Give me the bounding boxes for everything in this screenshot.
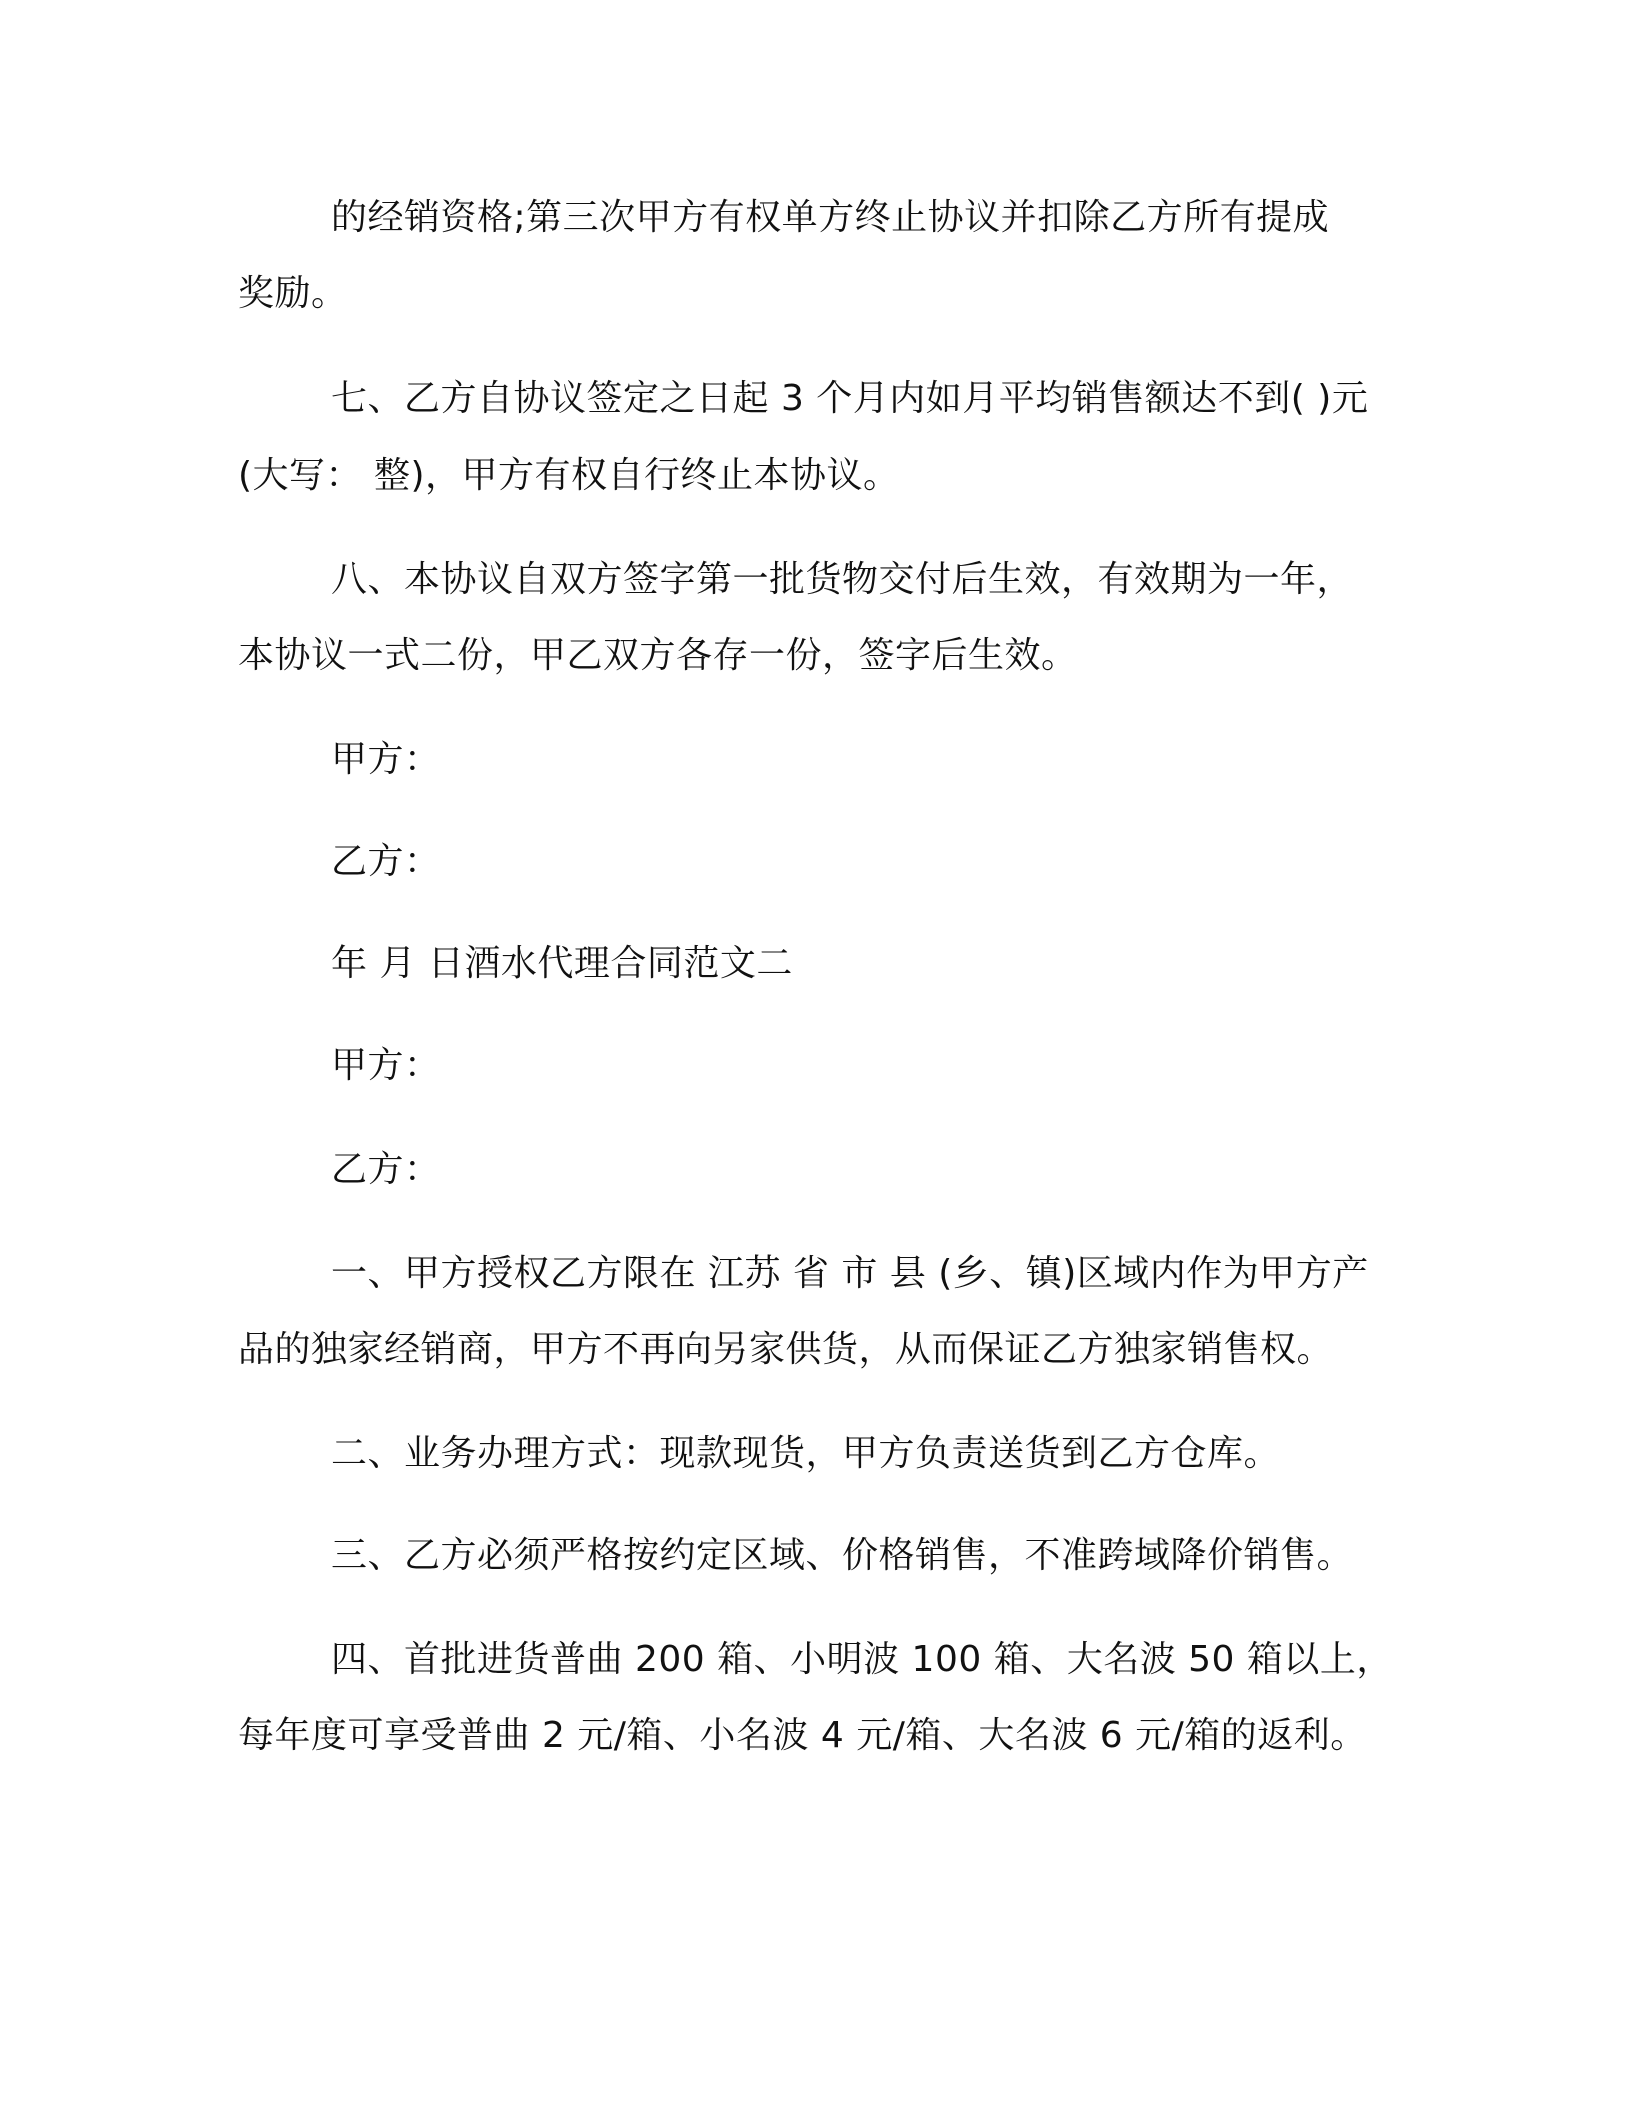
clause-7-line-2: (大写： 整)，甲方有权自行终止本协议。 xyxy=(238,455,900,496)
clause-8-line-1: 八、本协议自双方签字第一批货物交付后生效，有效期为一年， xyxy=(331,559,1354,600)
clause-8-line-2: 本协议一式二份，甲乙双方各存一份，签字后生效。 xyxy=(238,635,1078,676)
party-b-label: 乙方： xyxy=(331,841,441,882)
party-a-label: 甲方： xyxy=(331,739,441,780)
date-and-section-title: 年 月 日酒水代理合同范文二 xyxy=(331,943,793,984)
party-b-label-2: 乙方： xyxy=(331,1149,441,1190)
clause-6-end-line: 奖励。 xyxy=(238,273,348,314)
party-a-label-2: 甲方： xyxy=(331,1045,441,1086)
clause-1-line-2: 品的独家经销商，甲方不再向另家供货，从而保证乙方独家销售权。 xyxy=(238,1329,1334,1370)
clause-4-line-2: 每年度可享受普曲 2 元/箱、小名波 4 元/箱、大名波 6 元/箱的返利。 xyxy=(238,1715,1367,1756)
clause-7-line-1: 七、乙方自协议签定之日起 3 个月内如月平均销售额达不到( )元 xyxy=(331,378,1369,419)
clause-2-line: 二、业务办理方式：现款现货，甲方负责送货到乙方仓库。 xyxy=(331,1433,1281,1474)
clause-4-line-1: 四、首批进货普曲 200 箱、小明波 100 箱、大名波 50 箱以上， xyxy=(331,1639,1393,1680)
clause-1-line-1: 一、甲方授权乙方限在 江苏 省 市 县 (乡、镇)区域内作为甲方产 xyxy=(331,1253,1369,1294)
clause-6-continuation-line: 的经销资格;第三次甲方有权单方终止协议并扣除乙方所有提成 xyxy=(331,197,1330,238)
clause-3-line: 三、乙方必须严格按约定区域、价格销售，不准跨域降价销售。 xyxy=(331,1535,1354,1576)
